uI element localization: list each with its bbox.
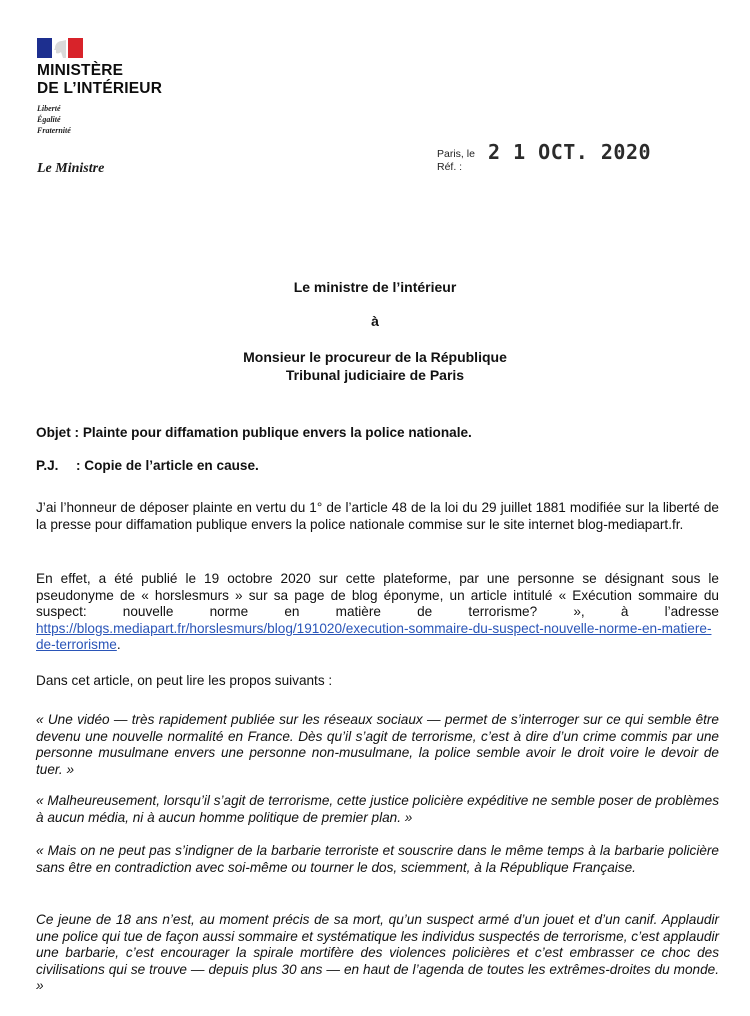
attachment-line xyxy=(36,458,259,473)
ministry-line-1: MINISTÈRE xyxy=(37,62,124,79)
paragraph-2-end: . xyxy=(116,637,121,652)
motto-fraternite: Fraternité xyxy=(37,126,71,135)
ref-label: Réf. : xyxy=(437,161,463,173)
quote-4: Ce jeune de 18 ans n’est, au moment précis de sa mort, qu’un suspect armé d’un jouet et d’un canif. Applaudir une police qui tue de façon aussi sommaire et systématique les individus suspectés de terrorisme, c’est applaudir une barbarie, c’est encourager la spirale mortifère des violences policières et c’est embrasser ce choc des civilisations qui se trouve — depuis plus 30 ans — en haut de l’agenda de toutes les extrêmes-droites du monde. » xyxy=(36,912,719,993)
letter-from: Le ministre de l’intérieur xyxy=(293,279,457,295)
marianne-profile-icon xyxy=(52,40,66,58)
attachment-label: P.J. xyxy=(36,458,59,473)
paragraph-2-text: En effet, a été publié le 19 octobre 2020 sur cette plateforme, par une personne se désignant sous le pseudonyme de « horslesmurs » sur sa page de blog éponyme, un article intitulé « Exécution sommaire du suspect: nouvelle norme en matière de terrorisme? », à l’adresse xyxy=(36,571,719,619)
paragraph-3: Dans cet article, on peut lire les propos suivants : xyxy=(36,673,333,688)
flag-blue-band xyxy=(37,38,52,58)
ministry-name xyxy=(37,62,162,98)
ministry-line-2: DE L’INTÉRIEUR xyxy=(37,80,163,97)
date-stamp: 2 1 OCT. 2020 xyxy=(488,140,652,164)
republic-motto xyxy=(37,103,71,136)
recipient-line-2: Tribunal judiciaire de Paris xyxy=(285,367,465,383)
flag-red-band xyxy=(68,38,83,58)
place-label: Paris, le xyxy=(437,148,475,160)
dateline-labels xyxy=(437,148,475,174)
subject-line: Objet : Plainte pour diffamation publique envers la police nationale. xyxy=(36,425,472,440)
recipient-line-1: Monsieur le procureur de la République xyxy=(243,349,507,365)
letter-to-word: à xyxy=(371,313,379,329)
republic-flag-logo xyxy=(37,38,83,58)
quote-2: « Malheureusement, lorsqu’il s’agit de terrorisme, cette justice policière expéditive ne semble poser de problèmes à aucun média, ni à aucun homme politique de premier plan. » xyxy=(36,793,719,825)
quote-3: « Mais on ne peut pas s’indigner de la barbarie terroriste et souscrire dans le même temps à la barbarie policière sans être en contradiction avec soi-même ou tourner le dos, sciemment, à la République Française. xyxy=(36,843,719,875)
sender-title: Le Ministre xyxy=(37,161,105,176)
article-link[interactable]: https://blogs.mediapart.fr/horslesmurs/blog/191020/execution-sommaire-du-suspect-nouvelle-norme-en-matiere-de-terrorisme xyxy=(36,620,712,652)
attachment-text: : Copie de l’article en cause. xyxy=(76,458,259,473)
motto-liberte: Liberté xyxy=(37,104,61,113)
paragraph-1: J’ai l’honneur de déposer plainte en vertu du 1° de l’article 48 de la loi du 29 juillet 1881 modifiée sur la liberté de la presse pour diffamation publique envers la police nationale commise sur le site internet blog-mediapart.fr. xyxy=(36,500,719,532)
quote-1: « Une vidéo — très rapidement publiée sur les réseaux sociaux — permet de s’interroger sur ce qui semble être devenu une nouvelle normalité en France. Dès qu’il s’agit de terrorisme, c’est à dire d’un crime commis par une personne musulmane envers une personne non-musulmane, la police semble avoir le droit voire le devoir de tuer. » xyxy=(36,712,719,777)
paragraph-2 xyxy=(36,571,719,654)
motto-egalite: Égalité xyxy=(37,115,61,124)
